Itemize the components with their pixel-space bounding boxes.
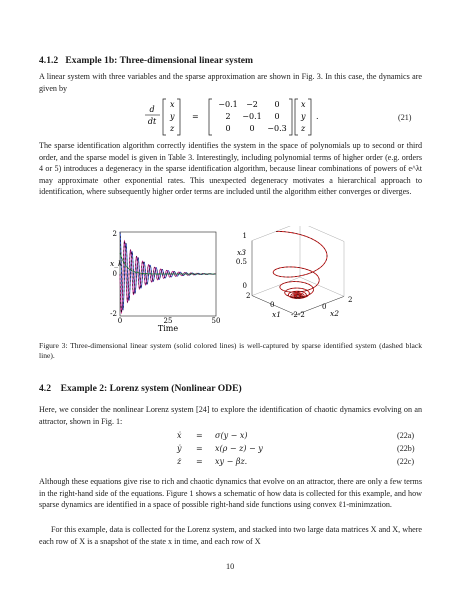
eq22a-eq: = [196,431,203,440]
section-number: 4.1.2 [39,55,59,66]
left-ytick-0: 0 [112,270,117,278]
m31: 0 [225,124,231,133]
left-traces [120,232,216,313]
vec2-bracket-left [295,99,298,135]
equals-sign: = [192,112,199,121]
right-x1tick-neg2: -2 [291,311,298,319]
page-number: 10 [226,562,235,571]
eq22a-lhs: ẋ [177,431,182,440]
eq22b-lhs: ẏ [177,444,182,453]
section-title: Example 1b: Three-dimensional linear system [65,55,254,66]
vec2-x: x [301,100,306,109]
section-number: 4.2 [39,383,51,394]
right-x2tick-neg2: -2 [298,311,305,319]
right-ztick-1: 1 [242,232,247,240]
paragraph-data-collection: For this example, data is collected for the Lorenz system, and stacked into two large data matrices X and X, where each row of X is a snapshot of the state x in time, and each row of X [39,525,422,546]
left-ylabel: x_k [110,259,123,268]
m11: −0.1 [218,100,238,109]
m21: 2 [225,112,231,121]
left-ytick-neg2: -2 [110,310,117,318]
bracket-right [177,99,180,135]
vec2-y: y [301,112,306,121]
eq22c-eq: = [196,457,203,466]
right-x1tick-2: 2 [246,292,251,300]
left-xtick-50: 50 [211,317,221,325]
m12: −2 [246,100,258,109]
m33: −0.3 [267,124,287,133]
right-ztick-0-5: 0.5 [235,258,247,266]
section-heading-4-2 [39,383,242,394]
vec2-z: z [301,124,306,133]
eq22a-rhs: σ(y − x) [215,431,248,440]
equation-21-svg [130,97,430,137]
matrix-bracket-left [209,99,212,135]
right-x2label: x2 [330,309,340,318]
x2-trace-identified [120,241,216,313]
left-xlabel: Time [157,324,179,333]
eq-lhs-d: d [149,105,155,114]
paragraph-sparse-identification: The sparse identification algorithm correctly identifies the system in the space of polynomials up to second or third order, and the sparse model is given in Table 3. Interestingly, including polynomial terms of higher order (e.g. orders 4 or 5) introduces a degeneracy in the sparse identification algorithm, because linear combinations of powers of e^λt may approximate other exponential rates. This unexpected degeneracy motivates a hierarchical approach to identification, where subsequently higher order terms are included until the algorithm either converges or diverges. [39,141,422,197]
eq22b-eq: = [196,444,203,453]
right-x2tick-2: 2 [348,296,353,304]
x1-trace [120,232,216,310]
vec-z: z [170,124,175,133]
paragraph-intro: A linear system with three variables and the sparse approximation are shown in Fig. 3. In this case, the dynamics are given by [39,72,422,93]
right-x2tick-0: 0 [322,303,327,311]
m32: 0 [249,124,255,133]
eq22a-number: (22a) [397,431,415,440]
eq22b-number: (22b) [397,444,415,453]
left-xtick-0: 0 [117,317,123,325]
equation-number-21: (21) [398,113,412,122]
eq-lhs-dt: dt [147,117,157,126]
floor-edge-4 [300,277,344,296]
left-xtick-25: 25 [163,317,173,325]
paragraph-lorenz-intro: Here, we consider the nonlinear Lorenz system [24] to explore the identification of chaotic dynamics evolving on an attractor, shown in Fig. 1: [39,405,422,426]
right-x1label: x1 [272,310,282,319]
eq22c-number: (22c) [397,457,415,466]
right-panel [236,226,353,319]
vec2-bracket-right [308,99,311,135]
bracket-left [163,99,166,135]
top-edge-2 [300,226,344,241]
section-title: Example 2: Lorenz system (Nonlinear ODE) [60,383,242,394]
vec-y: y [170,112,175,121]
right-3d-axes [252,226,344,315]
right-ztick-0: 0 [242,282,247,290]
figure-3-svg [100,226,360,334]
eq22c-rhs: xy − βz. [215,457,248,466]
right-zlabel: x3 [237,248,247,257]
paragraph-lorenz-explanation: Although these equations give rise to rich and chaotic dynamics that evolve on an attractor, there are only a few terms in the right-hand side of the equations. Figure 1 shows a schematic of how data is collected for this example, and how sparse dynamics are identified in a space of possible right-hand side functions using convex ℓ1-minimzation. [39,477,422,510]
figure-caption: Figure 3: Three-dimensional linear system (solid colored lines) is well-captured by sparse identified system (dashed black line). [39,341,422,361]
eq22c-lhs: ż [177,457,182,466]
x2-trace [120,241,216,313]
vec-x: x [170,100,175,109]
figure-3 [100,226,360,334]
equation-21 [130,97,430,137]
section-heading-4-1-2 [39,55,253,66]
left-ytick-2: 2 [112,230,117,238]
eq22b-rhs: x(ρ − z) − y [215,444,263,453]
right-x1tick-0: 0 [270,301,275,309]
m22: −0.1 [242,112,262,121]
m13: 0 [274,100,280,109]
floor-edge-3 [252,277,300,295]
period: . [316,112,319,121]
left-panel [110,230,220,333]
lorenz-equations [0,431,463,471]
m23: 0 [274,112,280,121]
matrix-bracket-right [289,99,292,135]
